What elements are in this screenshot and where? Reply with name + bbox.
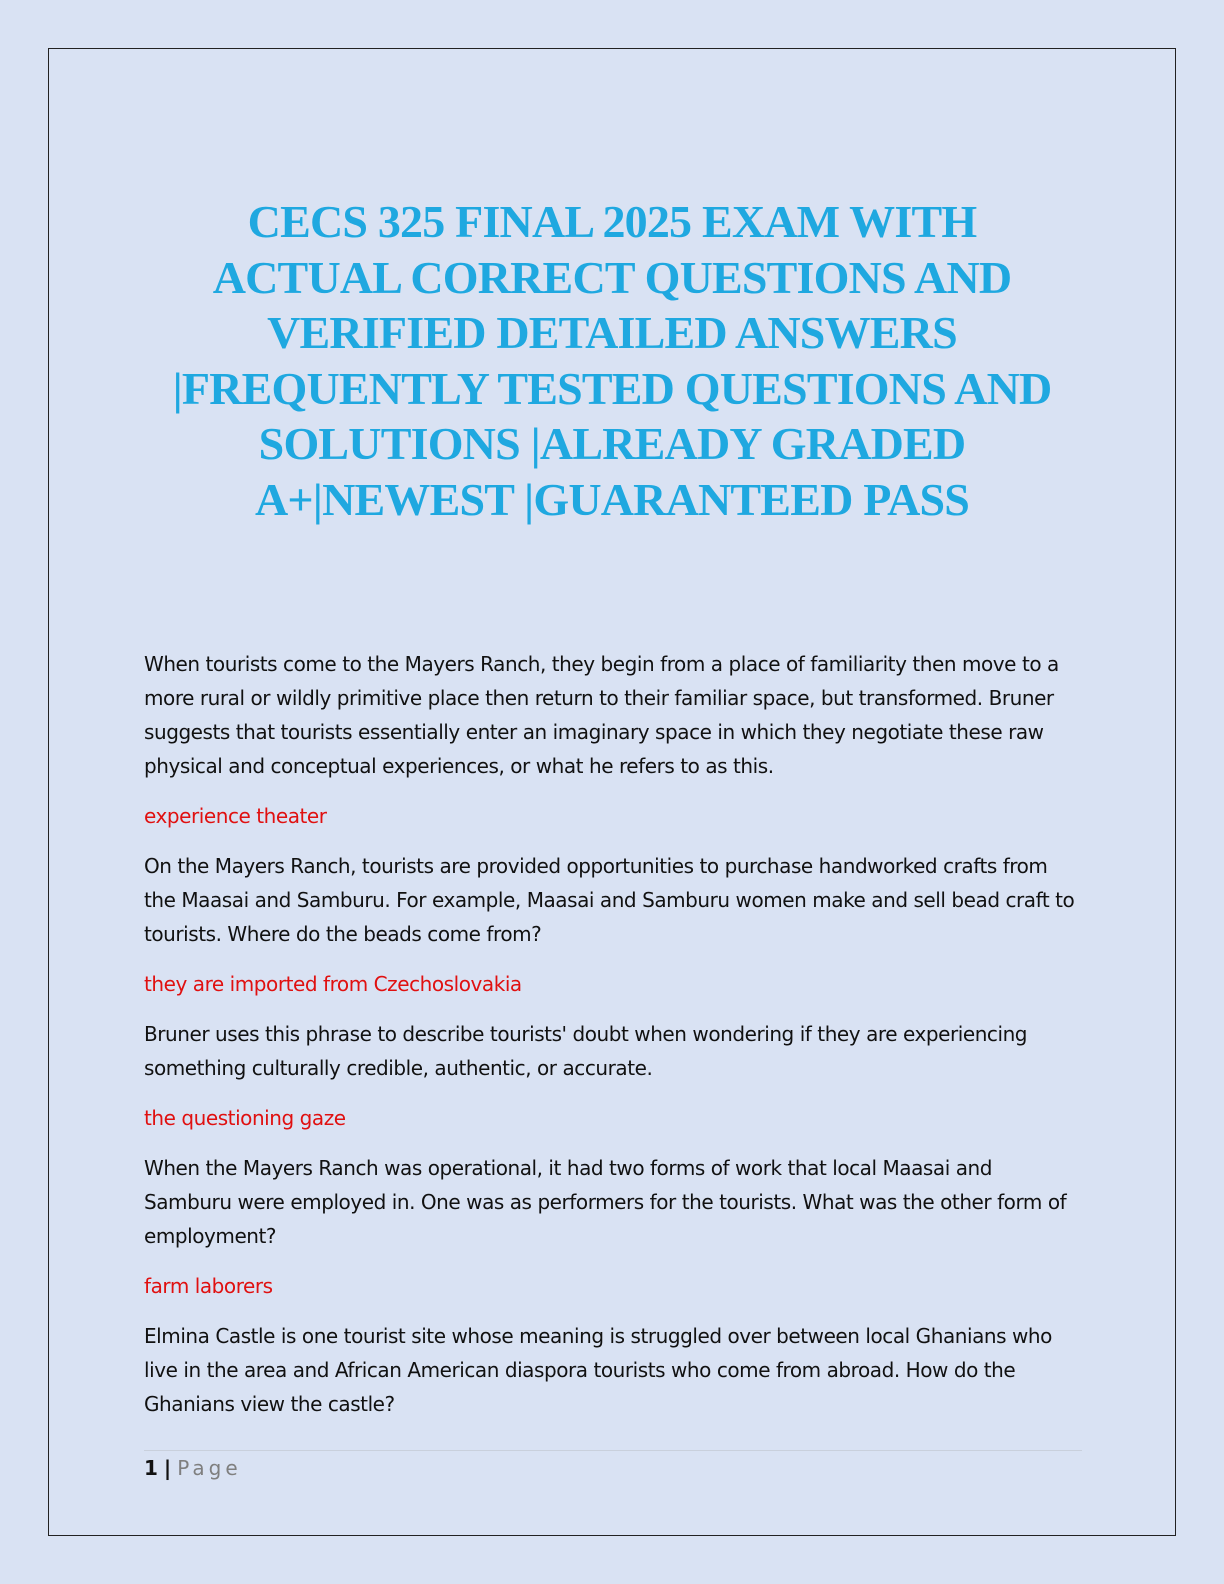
title-line: |FREQUENTLY TESTED QUESTIONS AND bbox=[172, 362, 1052, 414]
question-text: When tourists come to the Mayers Ranch, they begin from a place of familiarity then move to a more rural or wildly primitive place then return to their familiar space, but transformed. Bruner suggests that tourists essentially enter an imaginary space in which they negotiate these raw physical and conceptual experiences, or what he refers to as this. bbox=[144, 652, 1059, 778]
answer-text: experience theater bbox=[144, 804, 327, 828]
qa-list bbox=[144, 647, 1084, 1437]
page-label: Page bbox=[177, 1456, 242, 1480]
footer-separator: | bbox=[163, 1456, 172, 1480]
answer-text: the questioning gaze bbox=[144, 1106, 346, 1130]
title-line: CECS 325 FINAL 2025 EXAM WITH bbox=[247, 196, 977, 247]
question-text: When the Mayers Ranch was operational, it had two forms of work that local Maasai and Samburu were employed in. One was as performers for the tourists. What was the other form of employment? bbox=[144, 1156, 1067, 1248]
title-line: SOLUTIONS |ALREADY GRADED bbox=[258, 418, 966, 469]
answer-text: farm laborers bbox=[144, 1274, 273, 1298]
title-line: VERIFIED DETAILED ANSWERS bbox=[267, 307, 957, 358]
question-text: On the Mayers Ranch, tourists are provided opportunities to purchase handworked crafts from the Maasai and Samburu. For example, Maasai and Samburu women make and sell bead craft to tourists. Where do the beads come from? bbox=[144, 854, 1075, 946]
question-text: Elmina Castle is one tourist site whose meaning is struggled over between local Ghanians who live in the area and African American diaspora tourists who come from abroad. How do the Ghanians view the castle? bbox=[144, 1324, 1052, 1416]
footer-divider bbox=[144, 1450, 1082, 1451]
title-line: A+|NEWEST |GUARANTEED PASS bbox=[254, 473, 970, 525]
title-line: ACTUAL CORRECT QUESTIONS AND bbox=[212, 251, 1012, 303]
question-text: Bruner uses this phrase to describe tourists' doubt when wondering if they are experiencing something culturally credible, authentic, or accurate. bbox=[144, 1022, 1028, 1080]
page-footer bbox=[144, 1454, 242, 1482]
page-number: 1 bbox=[144, 1456, 158, 1480]
document-title bbox=[110, 194, 1114, 527]
answer-text: they are imported from Czechoslovakia bbox=[144, 972, 522, 996]
